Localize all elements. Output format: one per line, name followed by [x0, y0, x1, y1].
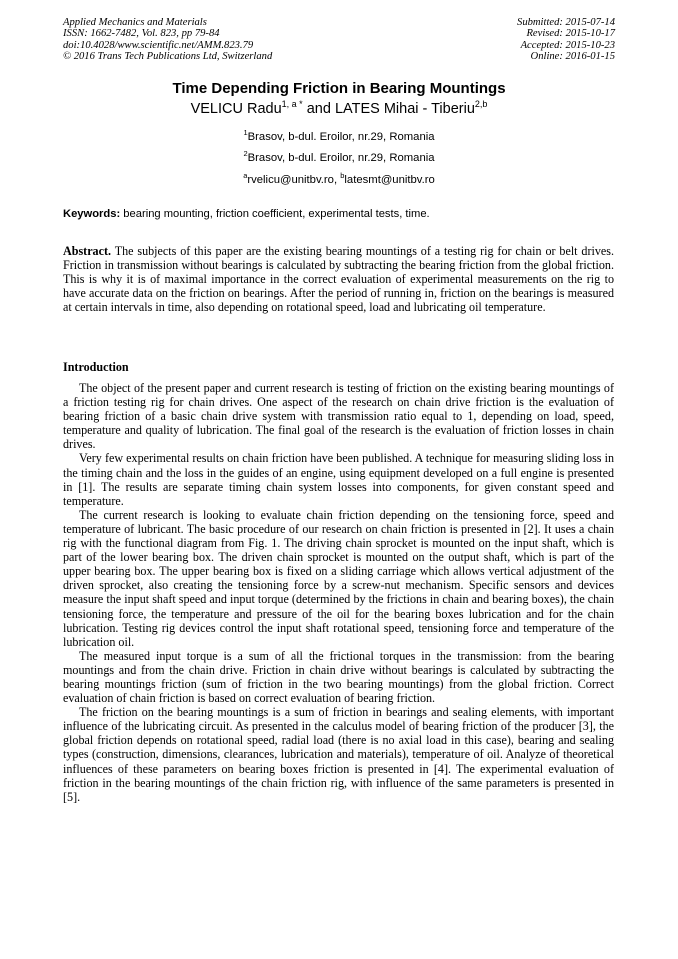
date-online: Online: 2016-01-15 — [530, 50, 615, 62]
affiliation-2-text: Brasov, b-dul. Eroilor, nr.29, Romania — [247, 152, 435, 164]
journal-doi: doi:10.4028/www.scientific.net/AMM.823.79 — [63, 39, 254, 51]
paper-title: Time Depending Friction in Bearing Mountings — [172, 80, 506, 97]
section-heading-introduction: Introduction — [63, 360, 129, 374]
date-submitted: Submitted: 2015-07-14 — [517, 17, 615, 28]
introduction-body — [63, 381, 614, 804]
date-accepted: Accepted: 2015-10-23 — [520, 39, 615, 51]
email-b-marker: b — [340, 171, 345, 180]
journal-copyright: © 2016 Trans Tech Publications Ltd, Switzerland — [63, 50, 273, 62]
author-joiner: and — [302, 101, 335, 117]
author-1-marker: 1, a * — [281, 99, 303, 109]
intro-paragraph-4: The measured input torque is a sum of all the frictional torques in the transmission: from the bearing mountings and from the chain drive. Friction in chain drive without bearings is calculated by subtracting the bearing mountings friction (sum of friction in the two bearing mountings) from the global friction. Correct evaluation of chain friction is based on correct evaluation of bearing friction. — [63, 648, 614, 706]
journal-info — [63, 17, 272, 62]
affiliation-1-marker: 1 — [243, 128, 248, 137]
affiliation-2 — [0, 149, 678, 164]
intro-paragraph-1: The object of the present paper and current research is testing of friction on the existing bearing mountings of a friction testing rig for chain drives. One aspect of the research on chain drive friction is the evaluation of bearing friction of a basic chain drive system with transmission ratio equal to 1, depending on load, speed, temperature and quality of lubrication. The final goal of the research is the evaluation of friction losses in chain drives. — [63, 381, 614, 452]
email-line — [0, 171, 678, 186]
intro-paragraph-2: Very few experimental results on chain friction have been published. A technique for measuring sliding loss in the timing chain and the loss in the guides of an engine, using equipment developed on a full engine is presented in [1]. The results are separate timing chain system losses into components, for given constant speed and temperature. — [63, 451, 614, 508]
abstract-text: The subjects of this paper are the existing bearing mountings of a testing rig for chain or belt drives. Friction in transmission without bearings is calculated by subtracting the bearing friction from the global friction. This is why it is of maximal importance in the correct evaluation of experimental measurements on the rig to have accurate data on the friction on bearings. After the period of running in, friction on the bearings is measured at certain intervals in time, also depending on rotational speed, load and lubricating oil temperature. — [63, 244, 614, 315]
journal-name: Applied Mechanics and Materials — [63, 17, 207, 28]
author-2-marker: 2,b — [474, 99, 488, 109]
email-b[interactable]: latesmt@unitbv.ro — [344, 174, 435, 186]
date-revised: Revised: 2015-10-17 — [526, 28, 615, 40]
abstract-label: Abstract. — [63, 244, 112, 258]
abstract — [63, 244, 614, 314]
affiliation-2-marker: 2 — [243, 149, 248, 158]
intro-paragraph-3: The current research is looking to evaluate chain friction depending on the tensioning force, speed and temperature of lubricant. The basic procedure of our research on chain friction is presented in [2]. It uses a chain rig with the functional diagram from Fig. 1. The driving chain sprocket is mounted on the input shaft, which is part of the lower bearing box. The driven chain sprocket is mounted on the output shaft, which is part of the upper bearing box. The upper bearing box is fixed on a sliding carriage which allows vertical adjustment of the driven sprocket, also creating the tensioning force by a screw-nut mechanism. Specific sensors and devices measure the input shaft speed and input torque (determined by the frictions in chain and bearing boxes), the chain tensioning force, the temperature and pressure of the oil for the bearing boxes lubrication and for the chain lubrication. Testing rig devices control the input shaft rotational speed, tensioning force and temperature of the lubrication oil. — [63, 507, 614, 649]
author-2: LATES Mihai - Tiberiu — [334, 101, 475, 117]
email-a[interactable]: rvelicu@unitbv.ro, — [247, 174, 341, 186]
intro-paragraph-5: The friction on the bearing mountings is a sum of friction in bearings and sealing elements, with important influence of the lubricating circuit. As presented in the calculus model of bearing friction of the producer [3], the global friction depends on rotational speed, radial load (there is no axial load in this case), bearing and sealing types (construction, dimensions, clearances, lubrication and materials), temperature of oil. Analyze of theoretical influences of these parameters on bearing boxes friction is presented in [4]. The experimental evaluation of friction in the bearing mountings of the chain friction rig, with influence of the same parameters is presented in [5]. — [63, 705, 614, 804]
abstract-paragraph — [63, 244, 614, 314]
affiliation-1-text: Brasov, b-dul. Eroilor, nr.29, Romania — [247, 131, 435, 143]
keywords-label: Keywords: — [63, 208, 121, 220]
journal-issn: ISSN: 1662-7482, Vol. 823, pp 79-84 — [63, 28, 220, 40]
keywords — [63, 208, 623, 220]
keywords-text: bearing mounting, friction coefficient, experimental tests, time. — [120, 208, 430, 220]
author-line — [0, 101, 678, 117]
submission-dates — [517, 17, 615, 62]
email-a-marker: a — [243, 171, 248, 180]
affiliation-1 — [0, 128, 678, 143]
author-1: VELICU Radu — [190, 101, 282, 117]
